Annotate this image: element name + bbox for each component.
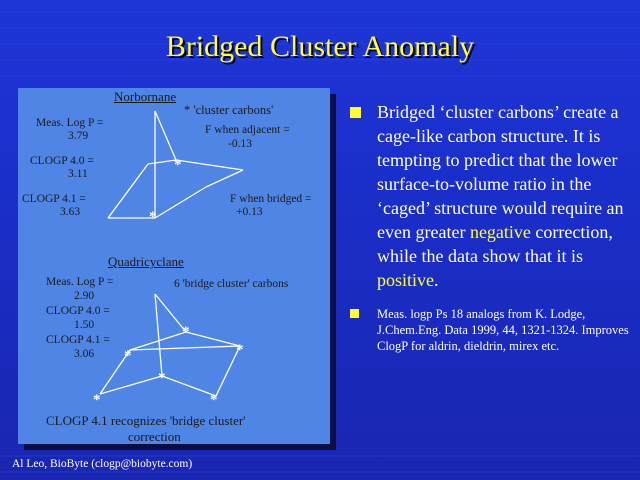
bullet-square-icon — [350, 107, 361, 118]
norbornane-bond — [206, 170, 243, 187]
bullet-item-main — [350, 100, 635, 292]
quadricyclane-cluster-star: * — [236, 342, 244, 358]
quadricyclane-clogp40-label: CLOGP 4.0 = — [46, 305, 110, 317]
norbornane-clogp40-value: 3.11 — [68, 168, 88, 180]
norbornane-f-adjacent-label: F when adjacent = — [205, 124, 290, 136]
quadricyclane-clogp41-value: 3.06 — [74, 348, 95, 360]
bullet-text: Bridged ‘cluster carbons’ create a cage-like carbon structure. It is tempting to predict that the lower surface-to-volume ratio in the ‘caged’ structure would require an even greater — [377, 102, 624, 242]
quadricyclane-cluster-star: * — [182, 324, 190, 340]
footer-credit: Al Leo, BioByte (clogp@biobyte.com) — [12, 458, 193, 470]
diagram-caption-line1: CLOGP 4.1 recognizes 'bridge cluster' — [46, 413, 246, 428]
bullet-text: . — [434, 270, 439, 290]
norbornane-f-bridged-label: F when bridged = — [230, 193, 312, 205]
norbornane-f-adjacent-value: -0.13 — [228, 138, 252, 150]
norbornane-bond — [148, 160, 176, 164]
norbornane-meas-logp-value: 3.79 — [68, 130, 89, 142]
norbornane-heading: Norbornane — [114, 89, 177, 104]
quadricyclane-meas-logp-label: Meas. Log P = — [46, 276, 114, 288]
quadricyclane-bond — [130, 346, 240, 350]
bullet-list — [350, 100, 635, 354]
quadricyclane-clogp41-label: CLOGP 4.1 = — [46, 334, 110, 346]
highlight-negative: negative — [469, 222, 531, 242]
norbornane-f-bridged-value: +0.13 — [236, 206, 263, 218]
quadricyclane-bond — [162, 376, 216, 396]
page-title: Bridged Cluster Anomaly — [165, 30, 475, 63]
quadricyclane-cluster-note: 6 'bridge cluster' carbons — [174, 278, 289, 290]
quadricyclane-bond — [100, 376, 162, 394]
norbornane-meas-logp-label: Meas. Log P = — [36, 117, 104, 129]
reference-text: Meas. logp Ps 18 analogs from K. Lodge, J.Chem.Eng. Data 1999, 44, 1321-1324. Improves ClogP for aldrin, dieldrin, mirex etc. — [377, 307, 629, 353]
norbornane-clogp41-label: CLOGP 4.1 = — [22, 193, 86, 205]
quadricyclane-cluster-star: * — [210, 392, 218, 408]
diagram-caption-line2: correction — [128, 429, 181, 444]
norbornane-bond — [155, 111, 176, 160]
quadricyclane-cluster-star: * — [93, 392, 101, 408]
bullet-square-icon — [350, 309, 359, 318]
norbornane-clogp41-value: 3.63 — [60, 206, 81, 218]
bullet-text: correction, while the data show that it is — [377, 222, 613, 266]
diagram-panel — [18, 88, 330, 444]
highlight-positive: positive — [377, 270, 434, 290]
norbornane-bond — [155, 187, 206, 218]
quadricyclane-bond — [186, 332, 240, 346]
quadricyclane-bond — [155, 294, 162, 376]
norbornane-cluster-star: * — [149, 209, 157, 225]
norbornane-bond — [176, 160, 243, 170]
norbornane-cluster-note: * 'cluster carbons' — [184, 103, 274, 117]
bullet-item-reference — [350, 306, 635, 354]
quadricyclane-heading: Quadricyclane — [108, 254, 184, 269]
quadricyclane-cluster-star: * — [158, 370, 166, 386]
quadricyclane-cluster-star: * — [124, 348, 132, 364]
norbornane-bond — [108, 164, 148, 218]
norbornane-cluster-star: * — [174, 157, 182, 173]
quadricyclane-meas-logp-value: 2.90 — [74, 290, 95, 302]
norbornane-clogp40-label: CLOGP 4.0 = — [30, 155, 94, 167]
quadricyclane-clogp40-value: 1.50 — [74, 319, 95, 331]
